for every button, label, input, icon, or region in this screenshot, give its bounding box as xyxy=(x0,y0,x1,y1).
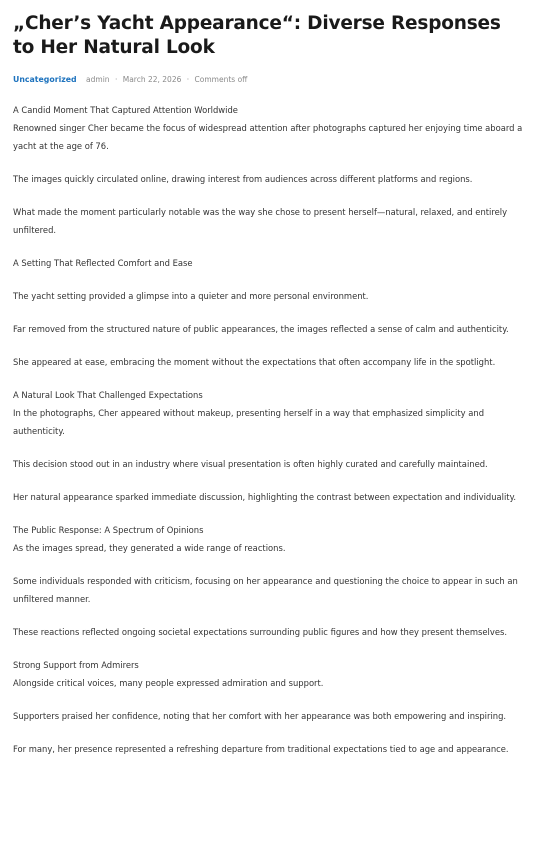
article-title: „Cher’s Yacht Appearance“: Diverse Responses to Her Natural Look xyxy=(13,13,501,58)
paragraph: This decision stood out in an industry where visual presentation is often highly curated and carefully maintained. xyxy=(13,459,488,469)
content-block xyxy=(13,656,527,692)
meta-separator: · xyxy=(186,75,190,84)
content-block xyxy=(13,353,527,371)
author-link[interactable]: admin xyxy=(86,75,110,84)
paragraph: For many, her presence represented a refreshing departure from traditional expectations tied to age and appearance. xyxy=(13,744,509,754)
paragraph: Far removed from the structured nature of public appearances, the images reflected a sense of calm and authenticity. xyxy=(13,324,509,334)
content-block xyxy=(13,287,527,305)
paragraph: What made the moment particularly notable was the way she chose to present herself—natural, relaxed, and entirely unfiltered. xyxy=(13,207,508,235)
content-block xyxy=(13,101,527,155)
content-block xyxy=(13,572,527,608)
section-heading: A Natural Look That Challenged Expectations xyxy=(13,390,203,400)
category-link[interactable]: Uncategorized xyxy=(13,75,77,84)
content-block xyxy=(13,707,527,725)
paragraph: Supporters praised her confidence, noting that her comfort with her appearance was both empowering and inspiring. xyxy=(13,711,507,721)
content-block xyxy=(13,203,527,239)
paragraph: Alongside critical voices, many people expressed admiration and support. xyxy=(13,678,324,688)
section-heading: A Setting That Reflected Comfort and Ease xyxy=(13,258,193,268)
post-meta xyxy=(13,73,527,87)
post-date: March 22, 2026 xyxy=(122,75,182,84)
paragraph: Renowned singer Cher became the focus of widespread attention after photographs captured her enjoying time aboard a yacht at the age of 76. xyxy=(13,123,523,151)
meta-separator: · xyxy=(114,75,118,84)
paragraph: As the images spread, they generated a wide range of reactions. xyxy=(13,543,286,553)
content-block xyxy=(13,386,527,440)
content-block xyxy=(13,170,527,188)
comments-status: Comments off xyxy=(194,75,248,84)
content-block xyxy=(13,521,527,557)
paragraph: The images quickly circulated online, drawing interest from audiences across different platforms and regions. xyxy=(13,174,473,184)
section-heading: The Public Response: A Spectrum of Opinions xyxy=(13,525,204,535)
content-block xyxy=(13,623,527,641)
paragraph: Some individuals responded with criticism, focusing on her appearance and questioning the choice to appear in such an unfiltered manner. xyxy=(13,576,518,604)
content-block xyxy=(13,488,527,506)
paragraph: These reactions reflected ongoing societal expectations surrounding public figures and how they present themselves. xyxy=(13,627,508,637)
content-block xyxy=(13,320,527,338)
content-block xyxy=(13,254,527,272)
content-block xyxy=(13,455,527,473)
article xyxy=(13,12,527,773)
section-heading: Strong Support from Admirers xyxy=(13,660,139,670)
paragraph: Her natural appearance sparked immediate discussion, highlighting the contrast between expectation and individuality. xyxy=(13,492,517,502)
content-block xyxy=(13,740,527,758)
paragraph: In the photographs, Cher appeared without makeup, presenting herself in a way that emphasized simplicity and authenticity. xyxy=(13,408,485,436)
section-heading: A Candid Moment That Captured Attention Worldwide xyxy=(13,105,238,115)
paragraph: She appeared at ease, embracing the moment without the expectations that often accompany life in the spotlight. xyxy=(13,357,496,367)
article-body xyxy=(13,101,527,758)
paragraph: The yacht setting provided a glimpse into a quieter and more personal environment. xyxy=(13,291,369,301)
